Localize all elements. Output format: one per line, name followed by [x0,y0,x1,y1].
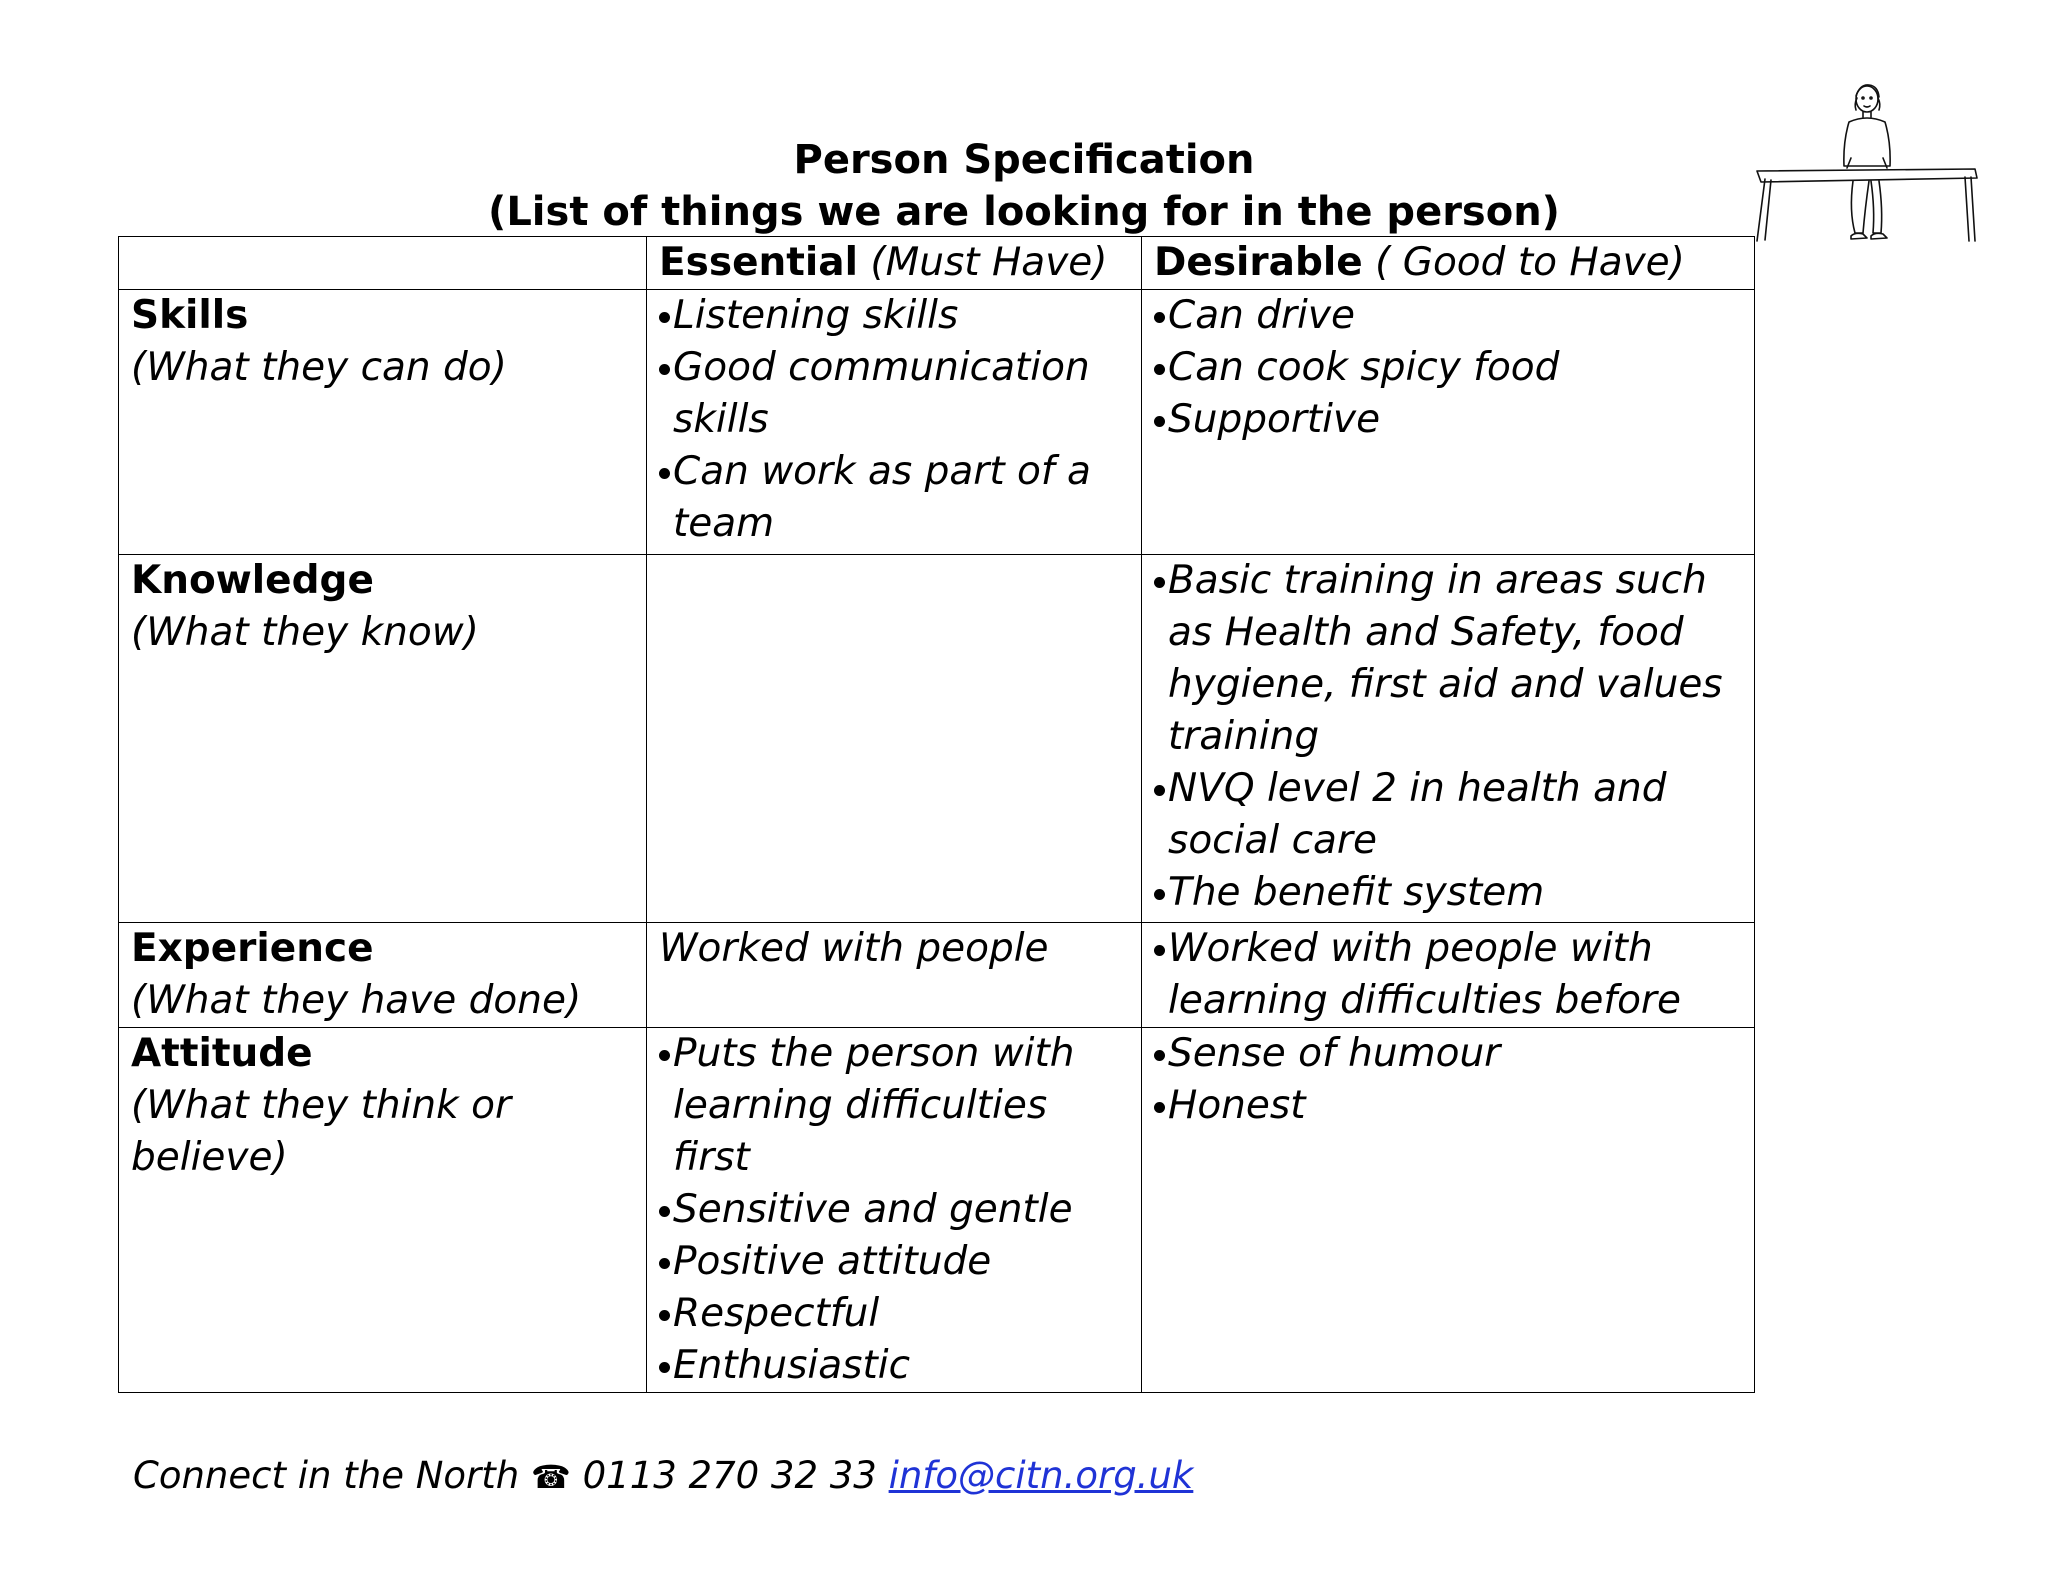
org-name: Connect in the North [133,1454,520,1497]
category-cell [119,555,647,923]
list-item: NVQ level 2 in health and social care [1154,763,1742,867]
person-at-desk-illustration [1755,76,1980,272]
table-header-row [119,237,1755,290]
telephone-icon: ☎ [530,1458,571,1496]
category-name: Experience [131,926,374,971]
list-item: Basic training in areas such as Health and Safety, food hygiene, first aid and values training [1154,555,1742,763]
header-essential [647,237,1142,290]
essential-note: (Must Have) [870,240,1108,285]
essential-cell [647,1028,1142,1393]
list-item: Worked with people with learning difficulties before [1154,923,1742,1027]
category-cell [119,1028,647,1393]
list-item: Listening skills [659,290,1129,342]
title-line-1: Person Specification [793,137,1255,183]
category-cell [119,923,647,1028]
category-desc: (What they can do) [131,345,507,390]
essential-cell [647,290,1142,555]
desirable-cell [1142,555,1755,923]
table-row-experience [119,923,1755,1028]
category-desc: (What they have done) [131,978,582,1023]
header-desirable [1142,237,1755,290]
footer [133,1452,1193,1501]
email-link[interactable]: info@citn.org.uk [888,1454,1194,1497]
category-cell [119,290,647,555]
table-row-knowledge [119,555,1755,923]
essential-label: Essential [659,240,858,285]
essential-cell [647,555,1142,923]
phone-number: 0113 270 32 33 [582,1454,877,1497]
desirable-label: Desirable [1154,240,1363,285]
desirable-cell [1142,1028,1755,1393]
essential-text: Worked with people [659,926,1049,971]
list-item: Can drive [1154,290,1742,342]
desirable-cell [1142,923,1755,1028]
table-row-skills [119,290,1755,555]
list-item: Respectful [659,1288,1129,1340]
category-name: Attitude [131,1031,313,1076]
list-item: Can work as part of a team [659,446,1129,550]
document-title [0,134,2048,238]
category-desc: (What they know) [131,610,479,655]
category-name: Knowledge [131,558,374,603]
list-item: Puts the person with learning difficulties first [659,1028,1129,1184]
list-item: Sensitive and gentle [659,1184,1129,1236]
list-item: Honest [1154,1080,1742,1132]
category-name: Skills [131,293,249,338]
list-item: Supportive [1154,394,1742,446]
header-empty-cell [119,237,647,290]
list-item: Good communication skills [659,342,1129,446]
table-row-attitude [119,1028,1755,1393]
list-item: The benefit system [1154,867,1742,919]
category-desc: (What they think or believe) [131,1083,512,1180]
person-spec-table [118,236,1755,1393]
desirable-note: ( Good to Have) [1375,240,1685,285]
title-line-2: (List of things we are looking for in the person) [488,189,1560,235]
list-item: Enthusiastic [659,1340,1129,1392]
list-item: Positive attitude [659,1236,1129,1288]
list-item: Can cook spicy food [1154,342,1742,394]
list-item: Sense of humour [1154,1028,1742,1080]
essential-cell [647,923,1142,1028]
desirable-cell [1142,290,1755,555]
